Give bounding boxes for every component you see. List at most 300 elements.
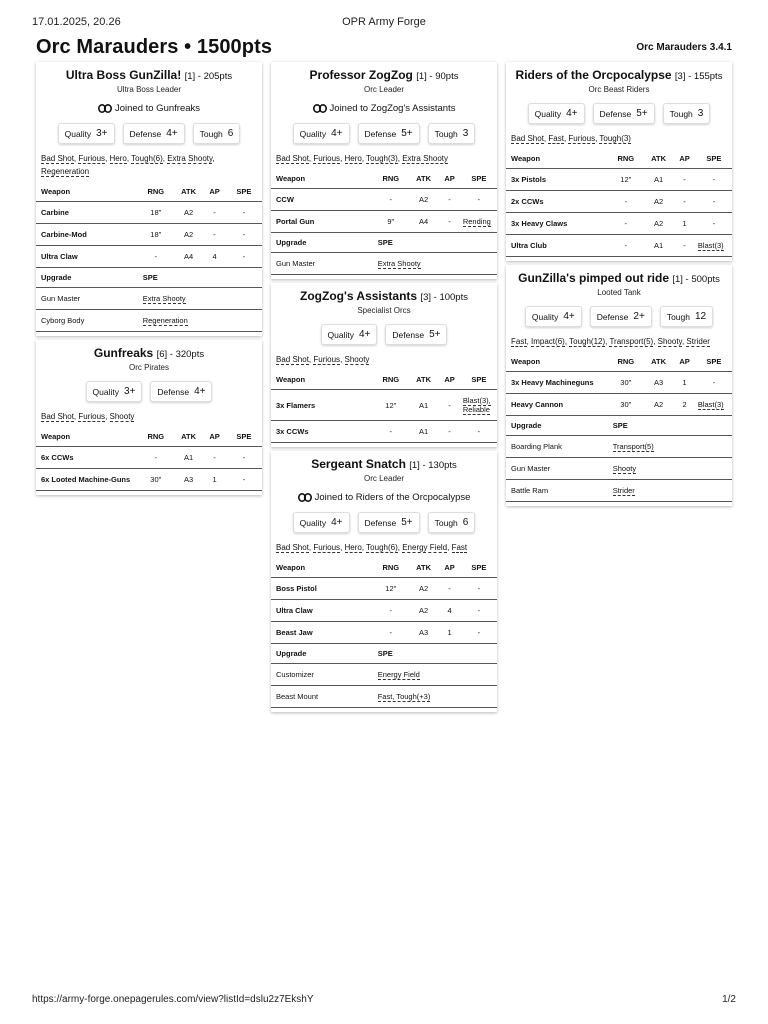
weapon-attacks: A1 — [409, 390, 438, 421]
stat-label: Defense — [392, 329, 425, 340]
unit-card — [271, 62, 497, 279]
weapon-row — [271, 421, 497, 443]
stat-value: 12 — [695, 311, 707, 322]
stat-label: Quality — [299, 517, 327, 528]
weapon-special: - — [461, 600, 497, 622]
rule-link[interactable]: Fast — [451, 543, 468, 552]
weapon-row — [506, 394, 732, 416]
link-icon — [98, 104, 112, 113]
weapon-special — [461, 390, 497, 421]
weapon-special: - — [696, 213, 732, 235]
rule-link[interactable]: Extra Shooty — [402, 154, 449, 163]
weapon-ap: 1 — [673, 372, 696, 394]
army-title: Orc Marauders • 1500pts — [36, 36, 273, 58]
weapon-special: - — [226, 447, 262, 469]
weapon-attacks: A1 — [174, 447, 203, 469]
weapon-table — [271, 370, 497, 443]
stat-defense — [385, 324, 447, 345]
army-version: Orc Marauders 3.4.1 — [636, 42, 732, 53]
unit-card — [271, 283, 497, 447]
unit-card — [506, 265, 732, 506]
rule-link[interactable]: Transport(5) — [612, 442, 654, 451]
weapon-range: 18" — [138, 202, 174, 224]
unit-points: - 130pts — [419, 460, 457, 471]
weapon-name: 6x Looted Machine-Guns — [36, 469, 138, 491]
weapon-ap: - — [673, 169, 696, 191]
link-icon — [313, 104, 327, 113]
stat-tough — [663, 103, 711, 124]
rule-link[interactable]: Tough(6) — [366, 543, 398, 552]
weapon-name: 6x CCWs — [36, 447, 138, 469]
unit-count: [1] — [184, 71, 196, 82]
stat-value: 4+ — [358, 329, 371, 340]
unit-count: [1] — [416, 71, 427, 82]
weapon-range: 30" — [138, 469, 174, 491]
stat-value: 5+ — [401, 128, 413, 139]
unit-stats — [36, 381, 262, 402]
stat-label: Tough — [666, 311, 690, 322]
special-rules: Bad Shot, Furious, Hero, Tough(3), Extra Shooty — [276, 154, 449, 163]
rule-link[interactable]: Energy Field — [402, 543, 448, 552]
stat-label: Tough — [669, 108, 693, 119]
stat-tough — [660, 306, 713, 327]
col-upgrade: Upgrade — [506, 416, 608, 436]
stat-label: Quality — [64, 128, 92, 139]
col-ap: AP — [673, 149, 696, 169]
weapon-name: 3x Flamers — [271, 390, 373, 421]
rule-link[interactable]: Strider — [686, 337, 710, 346]
col-spe: SPE — [226, 182, 262, 202]
stat-quality — [528, 103, 585, 124]
rule-link[interactable]: Blast(3), Reliable — [462, 396, 491, 414]
special-rules: Bad Shot, Furious, Hero, Tough(6), Energy Field, Fast — [276, 543, 468, 552]
stat-defense — [593, 103, 655, 124]
unit-type: Ultra Boss Leader — [116, 85, 182, 94]
rule-link[interactable]: Extra Shooty — [167, 154, 213, 163]
weapon-header-row — [271, 370, 497, 390]
weapon-ap: 1 — [203, 469, 226, 491]
col-weapon: Weapon — [271, 169, 373, 189]
upgrade-row — [271, 664, 497, 686]
weapon-header-row — [506, 149, 732, 169]
unit-count: [3] — [420, 292, 432, 303]
col-upgrade: Upgrade — [271, 233, 373, 253]
unit-count: [6] — [156, 349, 168, 360]
rule-link[interactable]: Tough(6) — [131, 154, 163, 163]
col-rng: RNG — [138, 182, 174, 202]
weapon-row — [506, 213, 732, 235]
weapon-row — [271, 578, 497, 600]
col-weapon: Weapon — [506, 149, 608, 169]
weapon-range: 30" — [608, 394, 644, 416]
stat-label: Quality — [92, 386, 119, 397]
weapon-ap: - — [203, 224, 226, 246]
col-ap: AP — [673, 352, 696, 372]
weapon-header-row — [271, 558, 497, 578]
rule-link[interactable]: Shooty — [109, 412, 135, 421]
stat-defense — [590, 306, 652, 327]
weapon-range: 9" — [373, 211, 409, 233]
stat-value: 3+ — [123, 386, 136, 397]
weapon-ap: - — [438, 211, 461, 233]
weapon-ap: 1 — [438, 622, 461, 644]
upgrade-name: Gun Master — [506, 458, 608, 480]
weapon-attacks: A2 — [644, 213, 673, 235]
upgrade-special — [608, 458, 732, 480]
rule-link[interactable]: Bad Shot — [276, 543, 309, 552]
rule-link[interactable]: Fast — [548, 134, 564, 143]
col-upgrade-spe: SPE — [373, 644, 497, 664]
weapon-attacks: A2 — [644, 394, 673, 416]
col-upgrade-spe: SPE — [608, 416, 732, 436]
weapon-ap: - — [438, 189, 461, 211]
col-weapon: Weapon — [36, 182, 138, 202]
weapon-special — [696, 235, 732, 257]
stat-quality — [86, 381, 143, 402]
rule-link[interactable]: Furious — [313, 154, 341, 163]
col-atk: ATK — [409, 558, 438, 578]
unit-stats — [506, 103, 732, 124]
col-atk: ATK — [409, 370, 438, 390]
rule-link[interactable]: Hero — [344, 543, 362, 552]
rule-link[interactable]: Furious — [313, 543, 341, 552]
rule-link[interactable]: Bad Shot — [276, 355, 309, 364]
rule-link[interactable]: Energy Field — [377, 670, 420, 679]
stat-value: 4+ — [563, 311, 575, 322]
col-ap: AP — [438, 370, 461, 390]
rule-link[interactable]: Furious — [568, 134, 596, 143]
stat-label: Tough — [434, 128, 458, 139]
unit-points: - 100pts — [431, 292, 468, 303]
weapon-name: Carbine — [36, 202, 138, 224]
weapon-ap: - — [438, 578, 461, 600]
weapon-ap: 1 — [673, 213, 696, 235]
rule-link[interactable]: Extra Shooty — [377, 259, 421, 268]
weapon-special — [696, 394, 732, 416]
rule-link[interactable]: Hero — [344, 154, 362, 163]
unit-stats — [271, 123, 497, 144]
rule-link[interactable]: Blast(3) — [697, 241, 724, 250]
col-atk: ATK — [174, 427, 203, 447]
weapon-table — [271, 169, 497, 275]
stat-quality — [293, 123, 350, 144]
weapon-attacks: A1 — [644, 235, 673, 257]
unit-title — [271, 289, 497, 303]
rule-link[interactable]: Hero — [109, 154, 127, 163]
weapon-special: - — [696, 372, 732, 394]
rule-link[interactable]: Extra Shooty — [142, 294, 186, 303]
stat-value: 6 — [227, 128, 234, 139]
weapon-table — [506, 352, 732, 502]
col-rng: RNG — [373, 169, 409, 189]
upgrade-name: Boarding Plank — [506, 436, 608, 458]
upgrade-name: Customizer — [271, 664, 373, 686]
rule-link[interactable]: Bad Shot — [41, 412, 74, 421]
weapon-attacks: A2 — [409, 578, 438, 600]
weapon-ap: - — [438, 390, 461, 421]
rule-link[interactable]: Furious — [78, 154, 106, 163]
rule-link[interactable]: Bad Shot — [276, 154, 309, 163]
weapon-range: - — [608, 191, 644, 213]
upgrade-name: Gun Master — [271, 253, 373, 275]
col-atk: ATK — [644, 352, 673, 372]
unit-type: Looted Tank — [597, 288, 641, 297]
joined-label: Joined to Gunfreaks — [114, 103, 201, 114]
unit-name: Professor ZogZog — [309, 68, 413, 82]
upgrade-name: Beast Mount — [271, 686, 373, 708]
weapon-name: Heavy Cannon — [506, 394, 608, 416]
weapon-row — [36, 224, 262, 246]
unit-count: [1] — [672, 274, 683, 285]
upgrade-special — [138, 288, 262, 310]
weapon-row — [506, 169, 732, 191]
unit-header — [271, 283, 497, 345]
col-ap: AP — [203, 182, 226, 202]
rule-link[interactable]: Shooty — [344, 355, 370, 364]
weapon-attacks: A2 — [409, 189, 438, 211]
stat-label: Quality — [299, 128, 327, 139]
weapon-table — [36, 427, 262, 491]
rule-link[interactable]: Impact(6) — [531, 337, 565, 346]
unit-name: Sergeant Snatch — [311, 457, 406, 471]
rule-link[interactable]: Shooty — [657, 337, 682, 346]
weapon-row — [36, 469, 262, 491]
stat-label: Quality — [531, 311, 559, 322]
unit-header — [271, 451, 497, 533]
col-atk: ATK — [174, 182, 203, 202]
weapon-special — [461, 211, 497, 233]
rule-link[interactable]: Fast — [511, 337, 527, 346]
col-ap: AP — [203, 427, 226, 447]
unit-points: - 205pts — [195, 71, 233, 82]
col-weapon: Weapon — [271, 370, 373, 390]
col-spe: SPE — [696, 352, 732, 372]
unit-header — [271, 62, 497, 144]
joined-label: Joined to Riders of the Orcpocalypse — [314, 492, 471, 503]
rule-link[interactable]: Regeneration — [142, 316, 188, 325]
unit-name: Ultra Boss GunZilla! — [65, 68, 182, 82]
joined-to — [271, 103, 497, 114]
col-weapon: Weapon — [36, 427, 138, 447]
stat-label: Quality — [327, 329, 354, 340]
weapon-ap: - — [673, 191, 696, 213]
weapon-ap: - — [673, 235, 696, 257]
unit-header — [506, 265, 732, 327]
col-ap: AP — [438, 169, 461, 189]
unit-points: - 155pts — [685, 71, 723, 82]
joined-to — [271, 492, 497, 503]
weapon-special: - — [226, 224, 262, 246]
weapon-name: Boss Pistol — [271, 578, 373, 600]
weapon-name: Ultra Claw — [271, 600, 373, 622]
stat-value: 5+ — [401, 517, 413, 528]
weapon-range: - — [608, 235, 644, 257]
upgrade-header-row — [36, 268, 262, 288]
special-rules: Fast, Impact(6), Tough(12), Transport(5), Shooty, Strider — [511, 337, 710, 346]
weapon-range: - — [373, 421, 409, 443]
unit-header — [36, 340, 262, 402]
stat-quality — [293, 512, 350, 533]
weapon-attacks: A2 — [644, 191, 673, 213]
unit-name: GunZilla's pimped out ride — [518, 271, 669, 285]
weapon-row — [506, 235, 732, 257]
stat-label: Defense — [157, 386, 190, 397]
stat-label: Defense — [364, 517, 397, 528]
stat-value: 6 — [462, 517, 469, 528]
rule-link[interactable]: Bad Shot — [511, 134, 544, 143]
weapon-attacks: A2 — [174, 224, 203, 246]
unit-type: Specialist Orcs — [357, 306, 411, 315]
weapon-range: - — [373, 622, 409, 644]
weapon-special: - — [461, 421, 497, 443]
weapon-name: 2x CCWs — [506, 191, 608, 213]
rule-link[interactable]: Furious — [313, 355, 341, 364]
weapon-range: 30" — [608, 372, 644, 394]
stat-value: 4+ — [566, 108, 578, 119]
upgrade-header-row — [271, 644, 497, 664]
stat-value: 3+ — [96, 128, 108, 139]
unit-card — [36, 340, 262, 495]
rule-link[interactable]: Bad Shot — [41, 154, 74, 163]
rule-link[interactable]: Rending — [462, 217, 491, 226]
unit-type: Orc Leader — [363, 85, 405, 94]
unit-header — [506, 62, 732, 124]
unit-title — [506, 68, 732, 82]
weapon-name: Ultra Club — [506, 235, 608, 257]
col-spe: SPE — [461, 169, 497, 189]
stat-defense — [123, 123, 185, 144]
unit-stats — [506, 306, 732, 327]
stat-label: Quality — [534, 108, 562, 119]
unit-count: [1] — [409, 460, 420, 471]
weapon-attacks: A2 — [409, 600, 438, 622]
col-upgrade-spe: SPE — [373, 233, 497, 253]
upgrade-special — [608, 436, 732, 458]
col-spe: SPE — [696, 149, 732, 169]
col-atk: ATK — [644, 149, 673, 169]
upgrade-row — [506, 458, 732, 480]
unit-name: Riders of the Orcpocalypse — [515, 68, 672, 82]
upgrade-name: Battle Ram — [506, 480, 608, 502]
weapon-name: 3x Heavy Claws — [506, 213, 608, 235]
print-footer — [32, 994, 736, 1008]
weapon-range: 18" — [138, 224, 174, 246]
col-ap: AP — [438, 558, 461, 578]
rule-link[interactable]: Blast(3) — [697, 400, 724, 409]
rule-link[interactable]: Shooty — [612, 464, 637, 473]
unit-points: - 90pts — [426, 71, 459, 82]
unit-stats — [271, 324, 497, 345]
unit-type: Orc Beast Riders — [588, 85, 650, 94]
weapon-table — [506, 149, 732, 257]
weapon-range: - — [138, 447, 174, 469]
weapon-ap: 4 — [438, 600, 461, 622]
stat-value: 4+ — [166, 128, 178, 139]
unit-card — [506, 62, 732, 261]
weapon-header-row — [506, 352, 732, 372]
col-weapon: Weapon — [506, 352, 608, 372]
unit-title — [271, 457, 497, 471]
col-rng: RNG — [373, 370, 409, 390]
unit-type: Orc Leader — [363, 474, 405, 483]
stat-value: 4+ — [331, 128, 343, 139]
weapon-row — [271, 211, 497, 233]
stat-value: 4+ — [194, 386, 206, 397]
weapon-header-row — [36, 182, 262, 202]
upgrade-row — [271, 686, 497, 708]
weapon-name: Ultra Claw — [36, 246, 138, 268]
col-rng: RNG — [608, 352, 644, 372]
rule-link[interactable]: Tough(3) — [599, 134, 631, 143]
print-title: OPR Army Forge — [342, 16, 426, 28]
weapon-name: CCW — [271, 189, 373, 211]
unit-title — [36, 68, 262, 82]
weapon-range: - — [138, 246, 174, 268]
weapon-range: 12" — [608, 169, 644, 191]
weapon-special: - — [461, 578, 497, 600]
rule-link[interactable]: Transport(5) — [609, 337, 654, 346]
upgrade-special — [608, 480, 732, 502]
stat-label: Defense — [129, 128, 162, 139]
rule-link[interactable]: Tough(3) — [366, 154, 398, 163]
stat-value: 3 — [462, 128, 469, 139]
weapon-row — [271, 189, 497, 211]
special-rules: Bad Shot, Furious, Hero, Tough(6), Extra Shooty, Regeneration — [41, 154, 215, 176]
unit-stats — [271, 512, 497, 533]
upgrade-header-row — [506, 416, 732, 436]
weapon-row — [506, 191, 732, 213]
weapon-header-row — [36, 427, 262, 447]
col-spe: SPE — [461, 370, 497, 390]
col-rng: RNG — [373, 558, 409, 578]
special-rules: Bad Shot, Furious, Shooty — [41, 412, 135, 421]
weapon-row — [271, 390, 497, 421]
upgrade-special — [373, 253, 497, 275]
col-spe: SPE — [226, 427, 262, 447]
rule-link[interactable]: Tough(12) — [569, 337, 606, 346]
weapon-ap: - — [203, 447, 226, 469]
weapon-header-row — [271, 169, 497, 189]
rule-link[interactable]: Strider — [612, 486, 635, 495]
col-upgrade-spe: SPE — [138, 268, 262, 288]
weapon-row — [36, 202, 262, 224]
rule-link[interactable]: Furious — [78, 412, 106, 421]
weapon-special: - — [461, 189, 497, 211]
weapon-range: - — [373, 600, 409, 622]
weapon-name: Beast Jaw — [271, 622, 373, 644]
print-url: https://army-forge.onepagerules.com/view?listId=dslu2z7EkshY — [32, 994, 314, 1005]
weapon-attacks: A3 — [409, 622, 438, 644]
weapon-row — [506, 372, 732, 394]
col-rng: RNG — [138, 427, 174, 447]
weapon-special: - — [226, 246, 262, 268]
weapon-name: 3x CCWs — [271, 421, 373, 443]
weapon-ap: - — [203, 202, 226, 224]
unit-name: Gunfreaks — [93, 346, 154, 360]
stat-label: Tough — [199, 128, 223, 139]
stat-tough — [428, 123, 476, 144]
unit-card — [271, 451, 497, 712]
weapon-special: - — [696, 191, 732, 213]
print-datetime: 17.01.2025, 20.26 — [32, 16, 121, 28]
col-rng: RNG — [608, 149, 644, 169]
unit-title — [271, 68, 497, 82]
rule-link[interactable]: Regeneration — [41, 167, 90, 176]
upgrade-special — [373, 686, 497, 708]
rule-link[interactable]: Fast, Tough(+3) — [377, 692, 431, 701]
unit-name: ZogZog's Assistants — [300, 289, 418, 303]
weapon-special: - — [461, 622, 497, 644]
